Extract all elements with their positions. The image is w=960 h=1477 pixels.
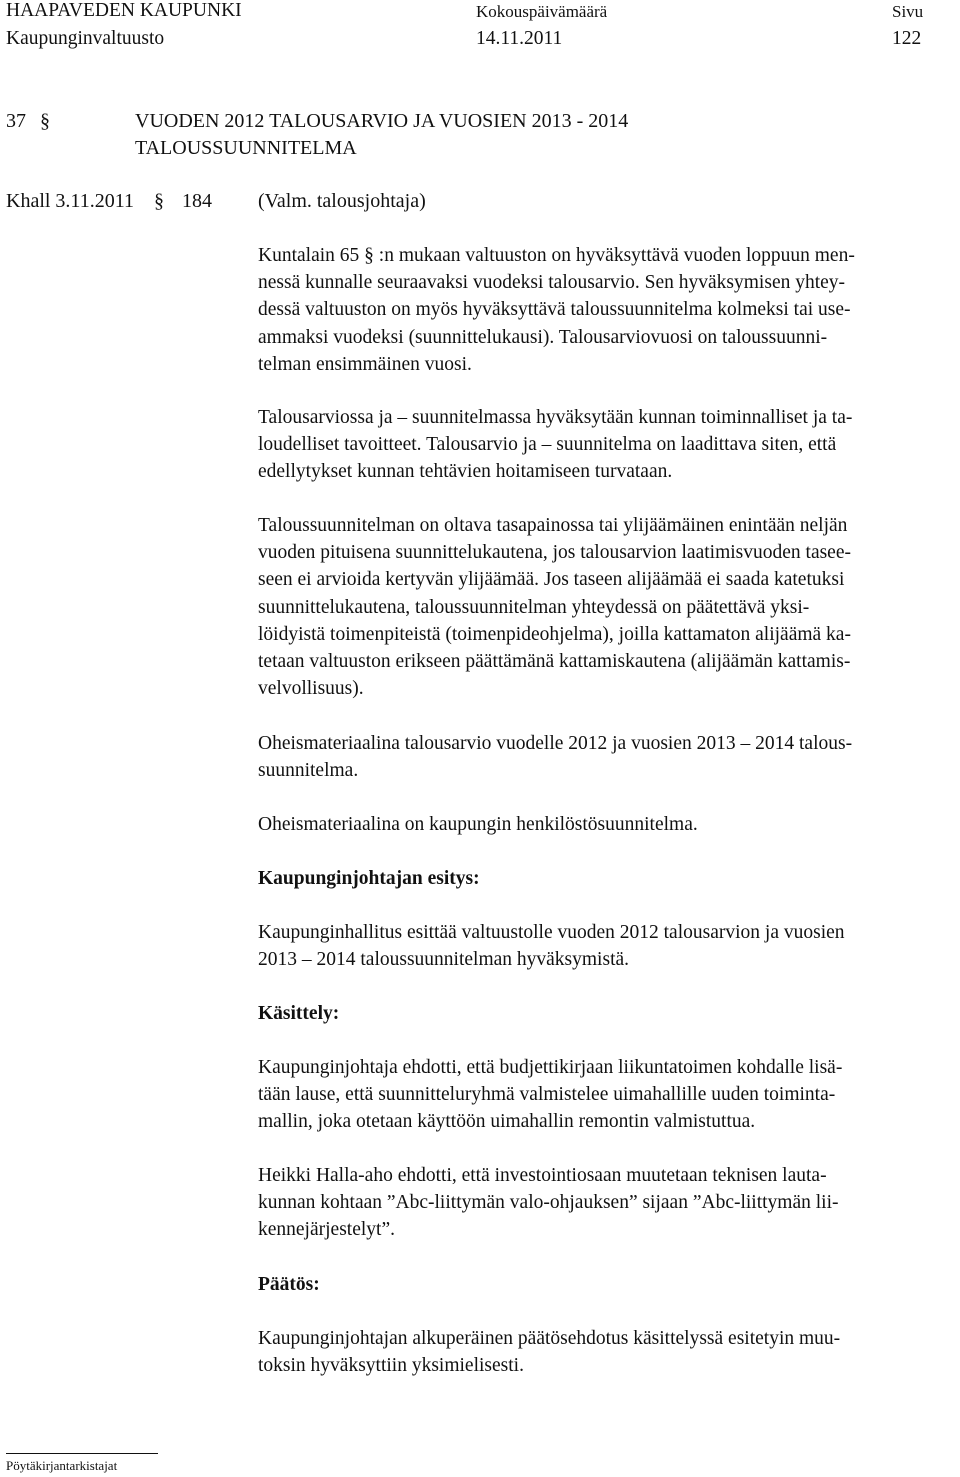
board-section-symbol: § — [154, 190, 164, 212]
meeting-date-label: Kokouspäivämäärä — [476, 2, 608, 21]
paragraph-objectives — [258, 404, 954, 486]
text-line: suunnitelma. — [258, 760, 359, 782]
board-reference: Khall 3.11.2011 — [6, 190, 134, 212]
text-line: tään lause, että suunnitteluryhmä valmistelee uimahallille uuden toiminta- — [258, 1084, 836, 1106]
text-line: loudelliset tavoitteet. Talousarvio ja – suunnitelma on laadittava siten, että — [258, 434, 837, 456]
section-number: 37 — [6, 110, 26, 132]
text-line: seen ei arvioida kertyvän ylijäämää. Jos taseen alijäämää ei saada katetuksi — [258, 569, 845, 591]
handling-heading: Käsittely: — [258, 1003, 340, 1024]
text-line: Kuntalain 65 § :n mukaan valtuuston on hyväksyttävä vuoden loppuun men- — [258, 245, 855, 266]
paragraph-attachment-personnel — [258, 811, 954, 838]
text-line: telman ensimmäinen vuosi. — [258, 353, 472, 375]
text-line: suunnittelukautena, taloussuunnitelman yhteydessä on päätettävä yksi- — [258, 596, 810, 618]
text-line: dessä valtuuston on myös hyväksyttävä taloussuunnitelma kolmeksi tai use- — [258, 299, 851, 321]
section-title-line: VUODEN 2012 TALOUSARVIO JA VUOSIEN 2013 - 2014 — [135, 110, 629, 132]
text-line: Heikki Halla-aho ehdotti, että investointiosaan muutetaan teknisen lauta- — [258, 1165, 827, 1186]
page-number: 122 — [892, 28, 922, 49]
text-line: Kaupunginjohtaja ehdotti, että budjettikirjaan liikuntatoimen kohdalle lisä- — [258, 1057, 843, 1078]
text-line: Kaupunginhallitus esittää valtuustolle vuoden 2012 talousarvion ja vuosien — [258, 922, 845, 943]
decision-heading: Päätös: — [258, 1274, 320, 1295]
text-line: Oheismateriaalina on kaupungin henkilöstösuunnitelma. — [258, 814, 698, 835]
preparer: (Valm. talousjohtaja) — [258, 190, 426, 212]
text-line: edellytykset kunnan tehtävien hoitamiseen turvataan. — [258, 461, 673, 483]
text-line: velvollisuus). — [258, 678, 364, 700]
section-symbol: § — [40, 110, 50, 132]
text-line: ammaksi vuodeksi (suunnittelukausi). Talousarviovuosi on taloussuunni- — [258, 326, 828, 348]
governing-body: Kaupunginvaltuusto — [6, 28, 165, 49]
paragraph-attachment-budget — [258, 730, 954, 784]
page-label: Sivu — [892, 2, 924, 21]
decision-text — [258, 1325, 954, 1379]
proposal-text — [258, 919, 954, 973]
proposal-heading: Kaupunginjohtajan esitys: — [258, 868, 480, 889]
text-line: vuoden pituisena suunnittelukautena, jos talousarvion laatimisvuoden tasee- — [258, 542, 851, 564]
board-section-number: 184 — [182, 190, 212, 212]
section-title — [135, 108, 628, 162]
text-line: kennejärjestelyt”. — [258, 1219, 395, 1241]
signature-line — [6, 1453, 158, 1454]
paragraph-balance — [258, 512, 954, 702]
section-title-line: TALOUSSUUNNITELMA — [135, 137, 357, 159]
text-line: 2013 – 2014 taloussuunnitelman hyväksymistä. — [258, 949, 630, 971]
text-line: nessä kunnalle seuraavaksi vuodeksi talousarvio. Sen hyväksymisen yhtey- — [258, 272, 846, 294]
text-line: tetaan valtuuston erikseen päättämänä kattamiskautena (alijäämän kattamis- — [258, 651, 851, 673]
text-line: löidyistä toimenpiteistä (toimenpideohjelma), joilla kattamaton alijäämä ka- — [258, 623, 851, 645]
minutes-checkers-label: Pöytäkirjantarkistajat — [6, 1458, 118, 1473]
handling-proposal-mayor — [258, 1054, 954, 1136]
meeting-date: 14.11.2011 — [476, 28, 563, 49]
text-line: toksin hyväksyttiin yksimielisesti. — [258, 1355, 524, 1377]
text-line: Oheismateriaalina talousarvio vuodelle 2012 ja vuosien 2013 – 2014 talous- — [258, 733, 853, 754]
organization-name: HAAPAVEDEN KAUPUNKI — [6, 0, 242, 21]
text-line: mallin, joka otetaan käyttöön uimahallin remontin valmistuttua. — [258, 1111, 756, 1133]
text-line: Kaupunginjohtajan alkuperäinen päätösehdotus käsittelyssä esitetyin muu- — [258, 1328, 841, 1349]
handling-proposal-halla-aho — [258, 1162, 954, 1244]
text-line: Talousarviossa ja – suunnitelmassa hyväksytään kunnan toiminnalliset ja ta- — [258, 407, 853, 428]
text-line: Taloussuunnitelman on oltava tasapainossa tai ylijäämäinen enintään neljän — [258, 515, 848, 536]
paragraph-budget-law — [258, 242, 954, 378]
text-line: kunnan kohtaan ”Abc-liittymän valo-ohjauksen” sijaan ”Abc-liittymän lii- — [258, 1192, 839, 1214]
